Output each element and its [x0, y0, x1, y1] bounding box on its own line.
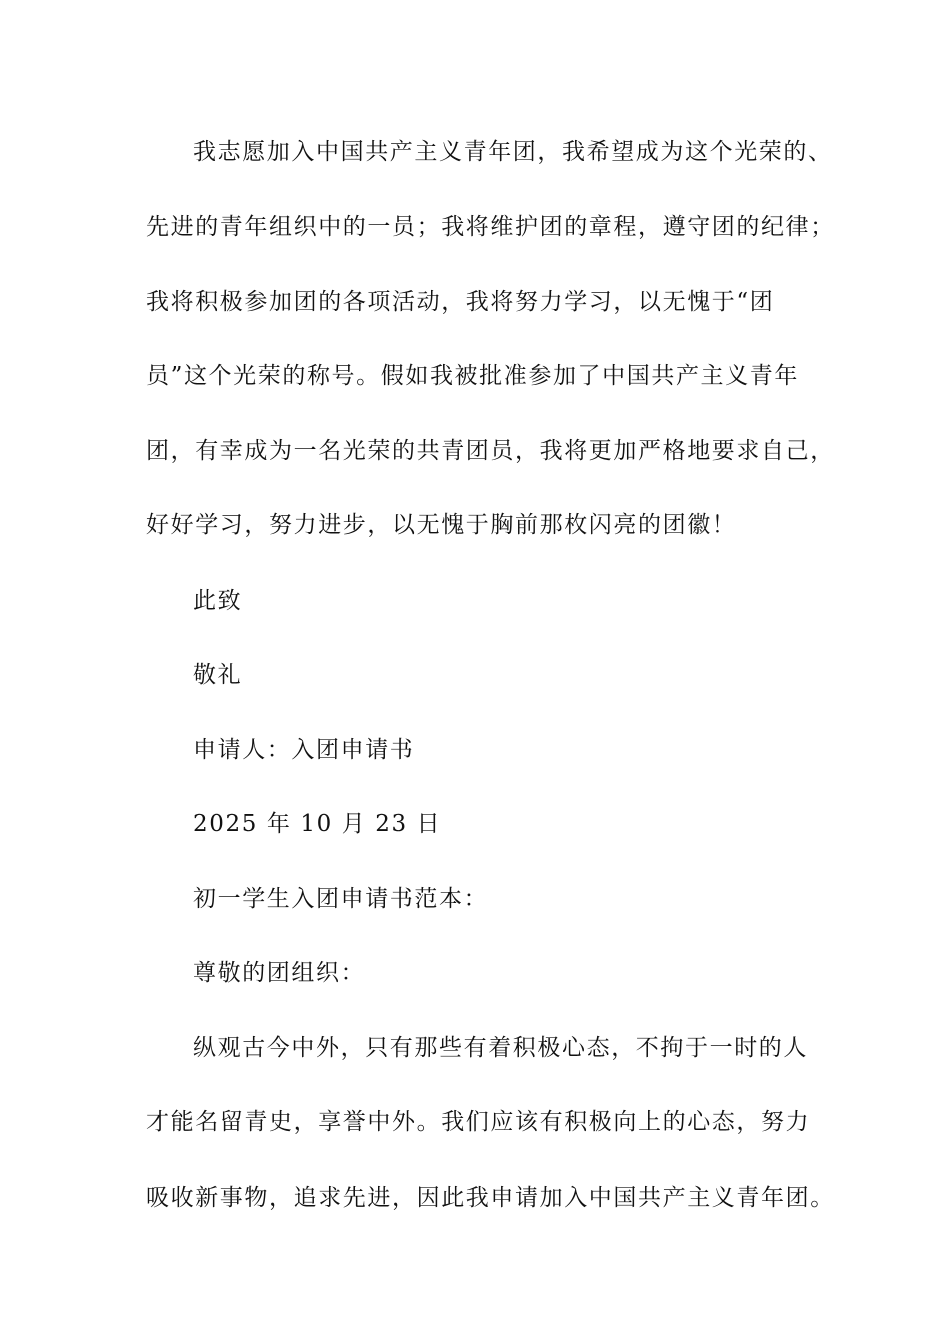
- paragraph-line: 先进的青年组织中的一员；我将维护团的章程，遵守团的纪律；: [146, 214, 835, 240]
- paragraph-line: 才能名留青史，享誉中外。我们应该有积极向上的心态，努力: [146, 1109, 811, 1135]
- closing-salutation: 此致: [193, 588, 243, 614]
- document-date: 2025 年 10 月 23 日: [193, 811, 442, 837]
- paragraph-line: 我志愿加入中国共产主义青年团，我希望成为这个光荣的、: [193, 139, 833, 165]
- greeting: 尊敬的团组织：: [193, 960, 366, 986]
- paragraph-line: 团，有幸成为一名光荣的共青团员，我将更加严格地要求自己，: [146, 438, 835, 464]
- paragraph-line: 好好学习，努力进步，以无愧于胸前那枚闪亮的团徽！: [146, 512, 737, 538]
- paragraph-line: 吸收新事物，追求先进，因此我申请加入中国共产主义青年团。: [146, 1185, 835, 1211]
- paragraph-line: 员”这个光荣的称号。假如我被批准参加了中国共产主义青年: [146, 363, 799, 389]
- section-heading: 初一学生入团申请书范本：: [193, 886, 489, 912]
- paragraph-line: 我将积极参加团的各项活动，我将努力学习，以无愧于“团: [146, 289, 775, 315]
- closing-respect: 敬礼: [193, 662, 243, 688]
- paragraph-line: 纵观古今中外，只有那些有着积极心态，不拘于一时的人: [193, 1035, 808, 1061]
- applicant-signature: 申请人：入团申请书: [193, 737, 415, 763]
